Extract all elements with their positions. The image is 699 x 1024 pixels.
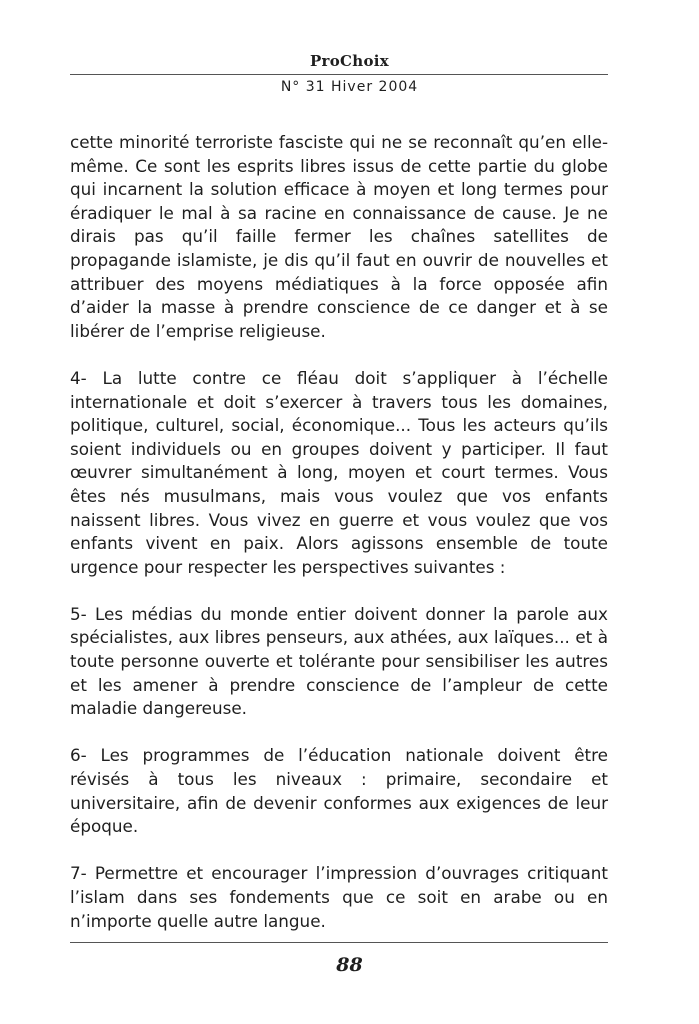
footer-divider [70, 942, 608, 943]
paragraph-continuation: cette minorité terroriste fasciste qui ne se reconnaît qu’en elle-même. Ce sont les esprits libres issus de cette partie du globe qui incarnent la solution efficace à moyen et long termes pour éradiquer le mal à sa racine en connaissance de cause. Je ne dirais pas qu’il faille fermer les chaînes satellites de propagande islamiste, je dis qu’il faut en ouvrir de nouvelles et attribuer des moyens médiatiques à la force opposée afin d’aider la masse à prendre conscience de ce danger et à se libérer de l’emprise religieuse. [70, 132, 608, 341]
page-number: 88 [336, 954, 363, 976]
paragraph-point-7: 7- Permettre et encourager l’impression d’ouvrages critiquant l’islam dans ses fondements que ce soit en arabe ou en n’importe quelle autre langue. [70, 863, 608, 931]
article-body [70, 131, 608, 957]
paragraph-point-6: 6- Les programmes de l’éducation nationale doivent être révisés à tous les niveaux : primaire, secondaire et universitaire, afin de devenir conformes aux exigences de leur époque. [70, 745, 608, 837]
running-header-title: ProChoix [309, 52, 390, 70]
paragraph-point-5: 5- Les médias du monde entier doivent donner la parole aux spécialistes, aux libres penseurs, aux athées, aux laïques... et à toute personne ouverte et tolérante pour sensibiliser les autres et les amener à prendre conscience de l’ampleur de cette maladie dangereuse. [70, 603, 608, 719]
issue-line: N° 31 Hiver 2004 [280, 79, 419, 95]
header-divider [70, 74, 608, 75]
paragraph-point-4: 4- La lutte contre ce fléau doit s’appliquer à l’échelle internationale et doit s’exercer à travers tous les domaines, politique, culturel, social, économique... Tous les acteurs qu’ils soient individuels ou en groupes doivent y participer. Il faut œuvrer simultanément à long, moyen et court termes. Vous êtes nés musulmans, mais vous voulez que vos enfants naissent libres. Vous vivez en guerre et vous voulez que vos enfants vivent en paix. Alors agissons ensemble de toute urgence pour respecter les perspectives suivantes : [70, 367, 608, 577]
